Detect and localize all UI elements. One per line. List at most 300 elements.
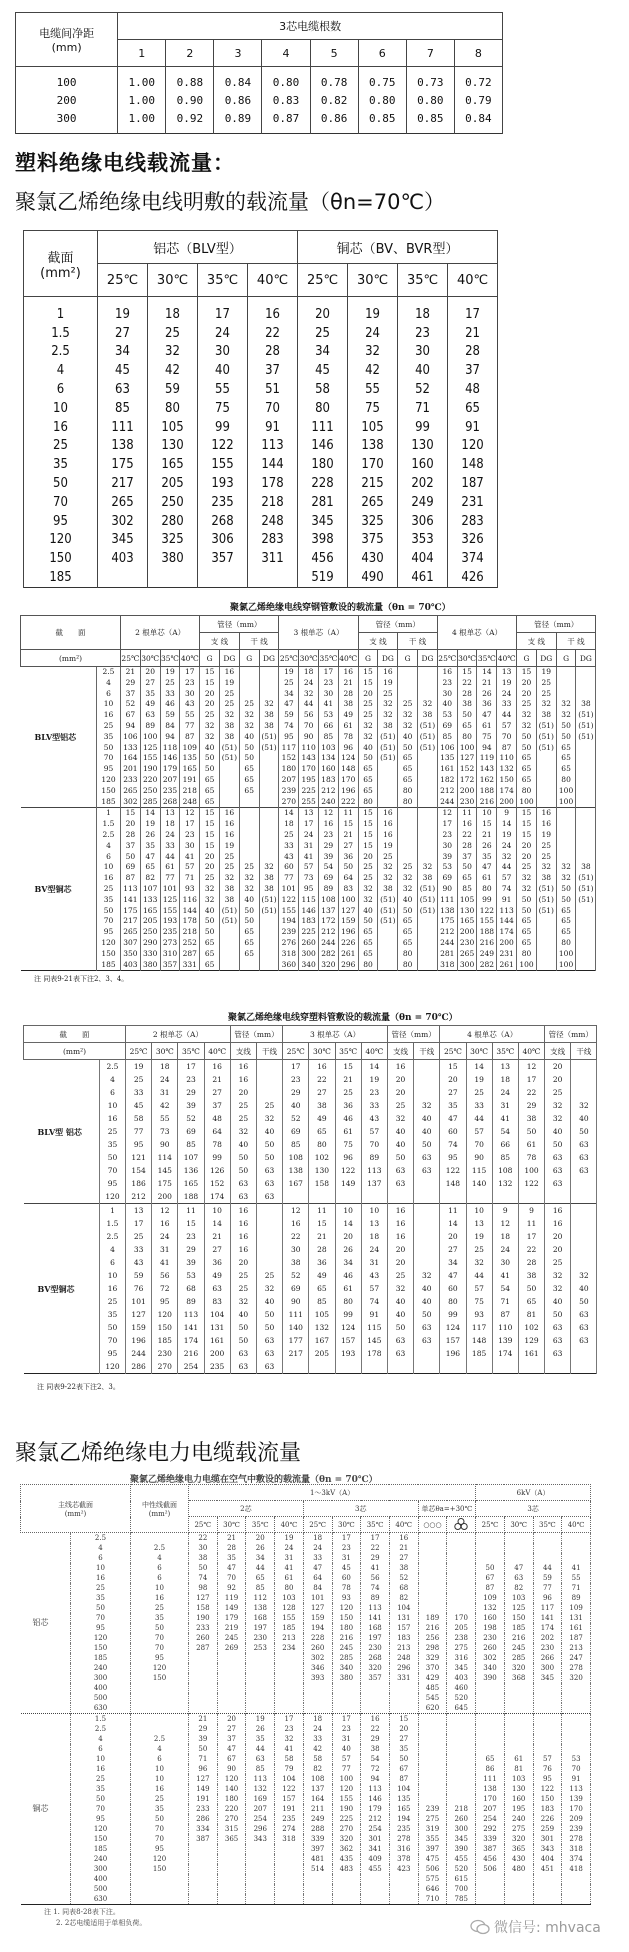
table-cell: 18 [361,1230,387,1243]
table-cell: 47 [279,699,299,710]
table-cell: 179 [160,764,180,775]
table-cell: 19 [497,678,517,689]
table-cell: 32 [256,1282,282,1295]
plastic-pipe-block [23,1010,597,1392]
table-cell: 32 [414,1099,440,1112]
table-cell: 82 [303,1764,332,1774]
table-cell: 38 [220,884,240,895]
table-cell: 22 [457,678,477,689]
table-cell: 120 [131,1663,189,1673]
table-cell: 174 [497,927,517,938]
table-cell: 74 [279,721,299,732]
temperature-header: 35℃ [398,264,448,297]
table-cell: 15 [358,667,378,678]
wechat-icon [470,1919,490,1935]
table-cell: 24 [361,1243,387,1256]
section-value: 500 [71,1884,131,1894]
table-cell: 27 [309,1086,335,1099]
table-cell: 124 [335,1321,361,1334]
table-cell [418,1563,447,1573]
table-cell: 20 [200,699,220,710]
table-cell: 10 [335,1204,361,1218]
table-cell: 100 [556,786,576,797]
table-cell: 41 [152,1256,178,1269]
section-value: 1 [97,808,121,819]
table-cell: 63 [230,1190,256,1204]
table-cell: 110 [497,753,517,764]
table-cell: 318 [437,960,457,971]
correction-factor: 0.86 [310,109,358,134]
table-cell: 32 [545,1282,571,1295]
table-cell [398,852,418,863]
table-cell: 38 [259,873,279,884]
ampacity-value: 42 [148,361,198,380]
table-row [24,1099,597,1112]
table-cell: 14 [477,667,497,678]
table-cell: 260 [447,1814,476,1824]
table-cell: 40 [545,1295,571,1308]
section-value: 16 [24,418,98,437]
table-cell: 38 [576,699,596,710]
table-cell: 65 [239,775,259,786]
temperature-header: 40℃ [338,650,358,667]
temperature-header: 30℃ [466,1043,492,1060]
table-cell: 130 [504,1784,533,1794]
table-cell: 20 [545,1243,571,1256]
table-row [24,455,498,474]
table-row [21,1844,591,1854]
table-cell: 127 [457,753,477,764]
trunk-line-header: 干 线 [556,633,596,650]
ampacity-value: 302 [98,512,148,531]
table-cell: 50 [239,753,259,764]
table-cell: 21 [204,1073,230,1086]
table-cell [562,1894,591,1905]
table-cell: 25 [387,1099,413,1112]
plastic-pipe-ampacity-table [23,1025,597,1374]
temperature-header: 40℃ [248,264,298,297]
table-cell: 15 [358,841,378,852]
table-cell: 64 [303,1573,332,1583]
section-value: 630 [71,1894,131,1905]
table-cell: 23 [178,1230,204,1243]
table-cell: 126 [204,1164,230,1177]
ampacity-value: 231 [448,493,498,512]
table-cell: 80 [477,884,497,895]
table-cell: 103 [504,1593,533,1603]
correction-factor: 0.85 [406,109,454,134]
table-cell: 24 [275,1543,304,1553]
pipe-type-header: DG [220,650,240,667]
table-cell: 95 [131,1653,189,1663]
table-cell [389,1693,418,1703]
table-cell [220,949,240,960]
table-cell: 148 [466,1334,492,1347]
table-cell [256,1256,282,1269]
table-cell: 21 [389,1543,418,1553]
table-cell [418,819,438,830]
table-cell: (51) [576,873,596,884]
table-cell: 205 [447,1623,476,1633]
table-cell: 80 [358,797,378,808]
table-cell: 165 [180,764,200,775]
table-cell: 30 [319,689,339,700]
table-cell: 11 [457,808,477,819]
table-cell [576,852,596,863]
table-cell: 29 [361,1734,390,1744]
ampacity-value: 281 [298,493,348,512]
temperature-header: 30℃ [457,650,477,667]
table-cell: 506 [418,1864,447,1874]
main-section-header [21,1485,131,1533]
core-group-header: 3 根单芯（A） [279,616,358,650]
table-cell: 26 [477,689,497,700]
table-cell: 275 [418,1814,447,1824]
table-cell: 99 [204,1151,230,1164]
table-cell [414,1243,440,1256]
table-cell: 40 [230,1308,256,1321]
table-cell: 110 [299,743,319,754]
table-cell [536,775,556,786]
ampacity-value: 430 [348,549,398,568]
temperature-header: 40℃ [497,650,517,667]
table-cell: 52 [389,1573,418,1583]
table-cell: 16 [230,1243,256,1256]
table-cell: 41 [180,852,200,863]
table-row [24,418,498,437]
table-cell [476,1874,505,1884]
table-cell: 50 [387,1321,413,1334]
section-value: 500 [71,1693,131,1703]
ampacity-value: 130 [148,437,198,456]
table-cell: 15 [121,808,141,819]
table-cell [576,927,596,938]
table-row [21,678,596,689]
table-cell: 20 [387,1073,413,1086]
section-value: 16 [97,873,121,884]
table-cell: 64 [204,1125,230,1138]
table-cell [447,1593,476,1603]
table-cell: 22 [518,1086,544,1099]
table-cell: 38 [378,721,398,732]
correction-factor: 0.72 [454,67,502,92]
ampacity-value: 91 [448,418,498,437]
table-cell: 286 [126,1360,152,1374]
table-cell [217,1653,246,1663]
table-cell: 244 [437,797,457,808]
pipe-type-header: DG [259,650,279,667]
table-cell: 50 [414,1138,440,1151]
table-cell: 161 [562,1623,591,1633]
table-cell: 40 [239,732,259,743]
table-cell: 80 [398,797,418,808]
table-cell: 57 [361,1125,387,1138]
table-cell: 139 [562,1794,591,1804]
table-cell: 25 [200,710,220,721]
ampacity-value: 122 [198,437,248,456]
section-value: 1.5 [71,1714,131,1725]
steel-pipe-ampacity-table [20,615,596,971]
table-cell: 53 [319,710,339,721]
table-cell: 85 [492,1151,518,1164]
table-cell [418,938,438,949]
table-cell: 59 [533,1573,562,1583]
table-cell: (51) [259,895,279,906]
table-cell: 100 [517,797,537,808]
table-row [21,710,596,721]
table-cell: 357 [160,960,180,971]
table-cell [576,667,596,678]
header-row [24,231,498,264]
table-cell: 32 [239,721,259,732]
table-cell: 57 [497,721,517,732]
table-cell: 99 [477,895,497,906]
table-cell [131,1533,189,1544]
table-cell: 41 [275,1563,304,1573]
table-cell: (51) [378,906,398,917]
table-cell: 115 [466,1164,492,1177]
table-cell: 35 [246,1734,275,1744]
table-cell [239,841,259,852]
table-cell: 646 [418,1884,447,1894]
temperature-header: 30℃ [504,1517,533,1533]
table-cell [259,689,279,700]
table-row [21,1563,591,1573]
table-cell: 25 [279,678,299,689]
table-cell: 32 [517,721,537,732]
table-cell [389,1683,418,1693]
table-cell: 94 [121,721,141,732]
table-cell: 25 [230,1112,256,1125]
correction-factor: 0.80 [358,91,406,109]
table-cell [239,819,259,830]
table-cell [536,786,556,797]
table-cell: 158 [189,1603,218,1613]
temperature-header: 30℃ [332,1517,361,1533]
table-cell: 247 [562,1653,591,1663]
table-cell: 17 [283,1060,309,1074]
table-cell: 19 [220,841,240,852]
table-cell: 302 [476,1653,505,1663]
correction-factor: 0.87 [262,109,310,134]
table-cell: 32 [414,1269,440,1282]
table-cell: 89 [361,1151,387,1164]
section-value: 10 [24,399,98,418]
table-row [24,493,498,512]
table-cell: 54 [361,1754,390,1764]
table-cell: 87 [476,1583,505,1593]
table-cell: 256 [418,1633,447,1643]
table-cell: 113 [121,884,141,895]
table-row [24,343,498,362]
table-cell: 235 [160,786,180,797]
table-cell: 15 [517,819,537,830]
table-cell [259,808,279,819]
table-cell: 15 [178,1217,204,1230]
table-cell [131,1693,189,1703]
header-row [16,13,503,40]
table-cell [518,1360,544,1374]
table-cell [571,1347,597,1360]
table-cell: 545 [418,1693,447,1703]
table-cell: 85 [437,732,457,743]
table-cell: 24 [492,1243,518,1256]
table-cell: 190 [140,764,160,775]
pipe-type-header: DG [378,650,398,667]
table-cell: 160 [319,764,339,775]
table-cell [447,1794,476,1804]
table-cell: 20 [517,841,537,852]
table-cell: 268 [160,797,180,808]
table-cell: 128 [275,1603,304,1613]
ampacity-value: 268 [198,512,248,531]
section-heading-pvc-power-cable: 聚氯乙烯绝缘电力电缆载流量 [15,1441,302,1466]
table-cell: 244 [126,1347,152,1360]
table-cell [220,927,240,938]
table-cell: 32 [398,884,418,895]
power-cable-ampacity-table [20,1484,591,1905]
branch-line-header: 支 线 [358,633,398,650]
section-value: 1 [100,1204,126,1218]
table-cell [418,1553,447,1563]
table-cell: 40 [545,1125,571,1138]
table-cell [335,1360,361,1374]
table-cell: 65 [398,775,418,786]
spacing-value: 100 [16,67,118,92]
table-cell: 331 [180,960,200,971]
table-cell: (51) [378,753,398,764]
table-cell: 78 [204,1138,230,1151]
table-cell: 207 [476,1804,505,1814]
table-row [24,399,498,418]
table-cell: 165 [389,1804,418,1814]
table-cell: 77 [332,1764,361,1774]
table-cell: 700 [447,1884,476,1894]
table-cell: 61 [275,1573,304,1583]
table-cell: 63 [256,1347,282,1360]
ampacity-value: 24 [198,324,248,343]
table-cell: 16 [230,1217,256,1230]
table-cell: 135 [180,753,200,764]
table-cell: 32 [418,699,438,710]
spacing-label: 电缆间净距 [39,27,95,40]
table-cell [259,678,279,689]
table-cell [256,1243,282,1256]
table-cell: 20 [230,1086,256,1099]
table-cell: 101 [160,884,180,895]
table-cell [556,852,576,863]
correction-factor: 0.84 [454,109,502,134]
table-cell: 329 [418,1653,447,1663]
table-cell: 38 [259,721,279,732]
table-cell: 226 [533,1814,562,1824]
table-row [21,1533,591,1544]
table-cell: 17 [361,1533,390,1544]
table-cell: 32 [378,873,398,884]
table-cell: 25 [466,1243,492,1256]
temperature-header: 35℃ [198,264,248,297]
table-row [21,1683,591,1693]
table-cell: 43 [361,1112,387,1125]
table-cell: 245 [504,1643,533,1653]
table-cell: 149 [189,1784,218,1794]
table-cell: 50 [414,1308,440,1321]
table-cell [389,1884,418,1894]
table-cell: 16 [230,1073,256,1086]
ampacity-value: 30 [198,343,248,362]
table-cell: 17 [180,819,200,830]
table-cell [259,764,279,775]
table-cell: 183 [533,1804,562,1814]
section-value: 25 [71,1583,131,1593]
table-cell: 33 [160,689,180,700]
table-cell: 2.5 [131,1543,189,1553]
ampacity-value: 148 [448,455,498,474]
table-cell: 15 [389,1714,418,1725]
table-cell: 42 [152,1099,178,1112]
conductor-group-label: BV型铜芯 [24,1204,100,1374]
table-cell: 95 [440,1151,466,1164]
table-cell: 23 [275,1724,304,1734]
table-cell: 114 [152,1151,178,1164]
table-cell [275,1874,304,1884]
table-cell: 54 [319,862,339,873]
table-cell: 65 [358,775,378,786]
trunk-line-header: 干线 [571,1043,597,1060]
table-cell [398,689,418,700]
table-cell: 33 [303,1734,332,1744]
table-cell: 248 [180,797,200,808]
table-cell [309,1190,335,1204]
table-cell: 87 [121,873,141,884]
header-row [24,1026,597,1043]
table-cell: 195 [299,775,319,786]
table-cell: 21 [121,667,141,678]
table-cell: 50 [358,916,378,927]
table-cell [378,938,398,949]
table-cell: 15 [457,667,477,678]
pipe-type-header: G [239,650,259,667]
table-cell [418,1784,447,1794]
watermark-text: 微信号: mhvaca [494,1920,601,1936]
table-cell: 196 [440,1347,466,1360]
table-cell: 230 [533,1643,562,1653]
table-cell: 157 [275,1794,304,1804]
table-cell: 249 [477,949,497,960]
table-cell: 32 [378,862,398,873]
table-cell: 318 [279,949,299,960]
table-cell: 65 [309,1125,335,1138]
table-cell: 245 [332,1643,361,1653]
table-cell: 95 [533,1774,562,1784]
table-cell: 212 [437,927,457,938]
table-cell: 270 [152,1360,178,1374]
table-cell: 239 [279,927,299,938]
table-cell: 44 [466,1112,492,1125]
section-value: 10 [97,699,121,710]
table-cell: 50 [545,1138,571,1151]
table-cell: 20 [387,1086,413,1099]
table-cell [217,1703,246,1714]
table-cell: 40 [571,1282,597,1295]
section-value: 25 [97,884,121,895]
table-cell: 225 [332,1814,361,1824]
table-cell: 63 [545,1151,571,1164]
table-cell [447,1543,476,1553]
table-cell: 10 [131,1764,189,1774]
table-cell [571,1360,597,1374]
section-value: 185 [24,568,98,587]
